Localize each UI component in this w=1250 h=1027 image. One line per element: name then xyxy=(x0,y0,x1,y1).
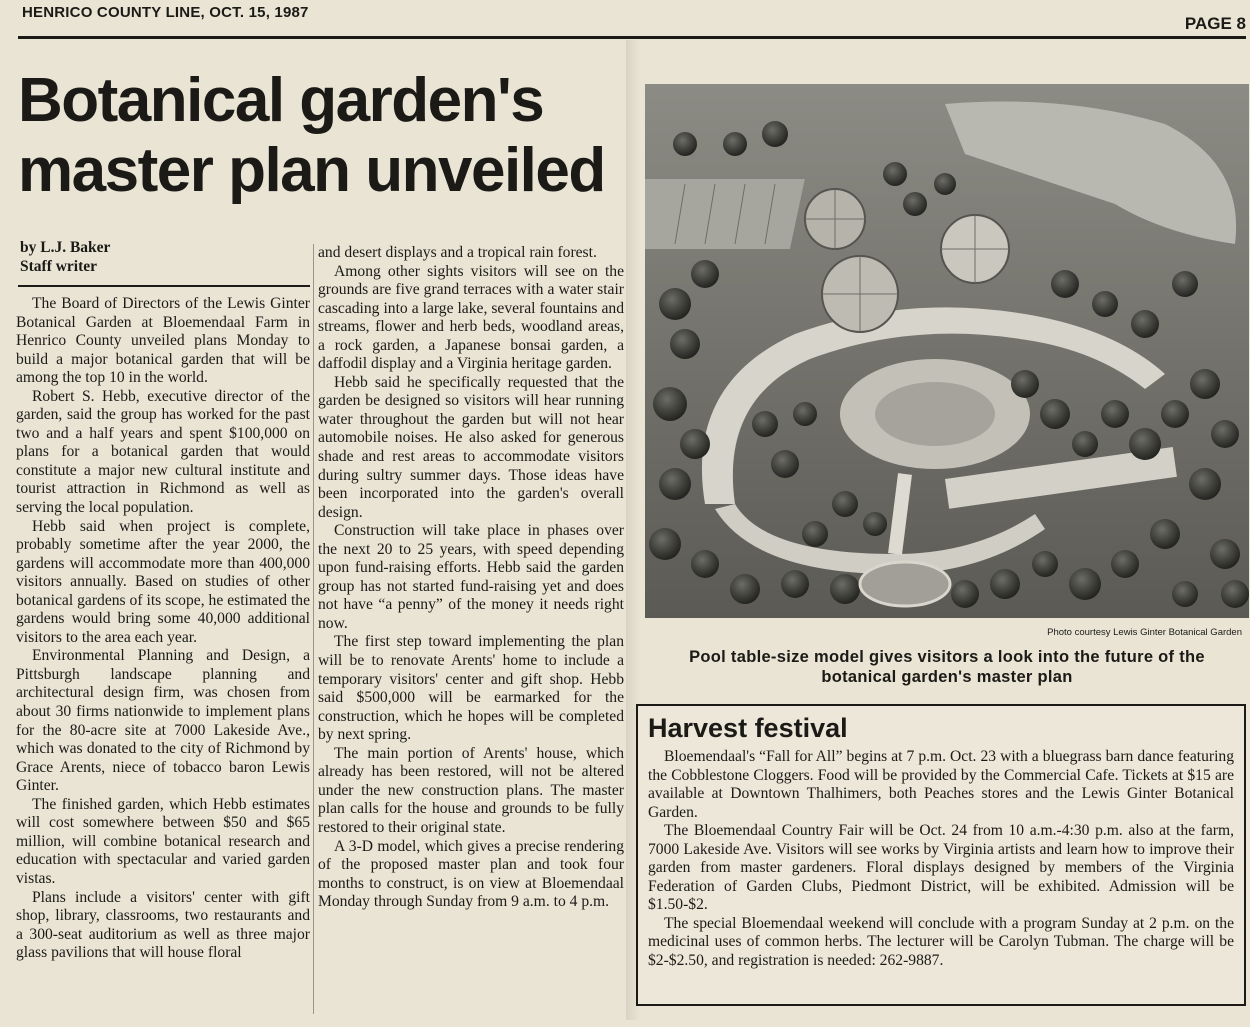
article-paragraph: Plans include a visitors' center with gift shop, library, classrooms, two restaurants and a 300-seat auditorium as well as three major glass pavilions that will house floral xyxy=(16,888,310,962)
article-paragraph: Hebb said when project is complete, probably sometime after the year 2000, the gardens will accommodate more than 400,000 visitors annually. Based on studies of other botanical gardens of its scope, he estimated the gardens would bring some 40,000 additional visitors to the area each year. xyxy=(16,517,310,646)
article-column-1 xyxy=(16,295,310,963)
article-paragraph: The Board of Directors of the Lewis Ginter Botanical Garden at Bloemendaal Farm in Henrico County unveiled plans Monday to build a major botanical garden that will be among the top 10 in the world. xyxy=(16,295,310,387)
article-paragraph: The finished garden, which Hebb estimates will cost somewhere between $50 and $65 million, will combine botanical research and education with spectacular and varied garden vistas. xyxy=(16,795,310,887)
article-column-2 xyxy=(318,244,624,912)
article-paragraph: A 3-D model, which gives a precise rendering of the proposed master plan and took four months to construct, is on view at Bloemendaal Monday through Sunday from 9 a.m. to 4 p.m. xyxy=(318,837,624,911)
sidebar-title: Harvest festival xyxy=(648,713,848,743)
garden-model-illustration xyxy=(645,84,1249,618)
masthead-rule xyxy=(18,36,1246,39)
byline xyxy=(20,238,310,276)
garden-model-photo xyxy=(645,84,1249,618)
byline-rule xyxy=(18,285,310,287)
article-paragraph: Among other sights visitors will see on the grounds are five grand terraces with a water stair cascading into a large lake, several fountains and streams, flower and herb beds, woodland areas, a rock garden, a Japanese bonsai garden, a daffodil display and a Virginia heritage garden. xyxy=(318,262,624,373)
article-paragraph: Robert S. Hebb, executive director of the garden, said the group has worked for the past two and a half years and spent $100,000 on plans for a botanical garden that would constitute a major new cultural institute and tourist attraction in Richmond as well as serving the local population. xyxy=(16,387,310,517)
photo-caption xyxy=(645,647,1249,687)
byline-name: by L.J. Baker xyxy=(20,239,111,256)
byline-role: Staff writer xyxy=(20,258,98,275)
harvest-festival-box xyxy=(636,704,1246,1006)
masthead-page-label: PAGE 8 xyxy=(1184,14,1246,33)
photo-credit: Photo courtesy Lewis Ginter Botanical Garden xyxy=(1047,627,1242,638)
masthead-paper-date: HENRICO COUNTY LINE, OCT. 15, 1987 xyxy=(22,4,309,21)
photo-caption-line: botanical garden's master plan xyxy=(821,668,1073,686)
article-headline: Botanical garden's master plan unveiled xyxy=(18,66,605,205)
sidebar-paragraph: The Bloemendaal Country Fair will be Oct. 24 from 10 a.m.-4:30 p.m. also at the farm, 7000 Lakeside Ave. Visitors will see works by Virginia artists and learn how to improve their garden from master gardeners. Floral displays designed by members of the Virginia Federation of Garden Clubs, Piedmont District, will be exhibited. Admission will be $1.50-$2. xyxy=(648,822,1234,914)
article-paragraph: Hebb said he specifically requested that the garden be designed so visitors will hear running water throughout the garden but will not hear automobile noises. He also asked for generous shade and rest areas to accommodate visitors during sultry summer days. Those ideas have been incorporated into the garden's overall design. xyxy=(318,373,624,521)
sidebar-paragraph: The special Bloemendaal weekend will conclude with a program Sunday at 2 p.m. on the medicinal uses of common herbs. The lecturer will be Carolyn Tubman. The charge will be $2-$2.50, and registration is needed: 262-9887. xyxy=(648,914,1234,970)
article-paragraph: Environmental Planning and Design, a Pittsburgh landscape planning and architectural design firm, was chosen from about 30 firms nationwide to implement plans for the 80-acre site at 7000 Lakeside Ave., which was donated to the city of Richmond by Grace Arents, niece of tobacco baron Lewis Ginter. xyxy=(16,647,310,795)
article-paragraph: The first step toward implementing the plan will be to renovate Arents' home to include a temporary visitors' center and gift shop. Hebb said $500,000 will be earmarked for the construction, which he hopes will be completed by next spring. xyxy=(318,633,624,744)
article-paragraph: The main portion of Arents' house, which already has been restored, will not be altered under the new construction plans. The master plan calls for the house and grounds to be fully restored to their original state. xyxy=(318,744,624,836)
article-paragraph: Construction will take place in phases over the next 20 to 25 years, with speed depending upon fund-raising efforts. Hebb said the garden group has not started fund-raising yet and does not have “a penny” of the money it needs right now. xyxy=(318,522,624,632)
column-divider xyxy=(313,244,314,1014)
article-paragraph-continued: and desert displays and a tropical rain forest. xyxy=(318,244,597,261)
sidebar-paragraph: Bloemendaal's “Fall for All” begins at 7 p.m. Oct. 23 with a bluegrass barn dance featuring the Cobblestone Cloggers. Food will be provided by the Commercial Cafe. Tickets at $15 are available at Downtown Thalhimers, both Peaches stores and the Lewis Ginter Botanical Garden. xyxy=(648,748,1234,821)
photo-caption-line: Pool table-size model gives visitors a look into the future of the xyxy=(689,648,1205,666)
